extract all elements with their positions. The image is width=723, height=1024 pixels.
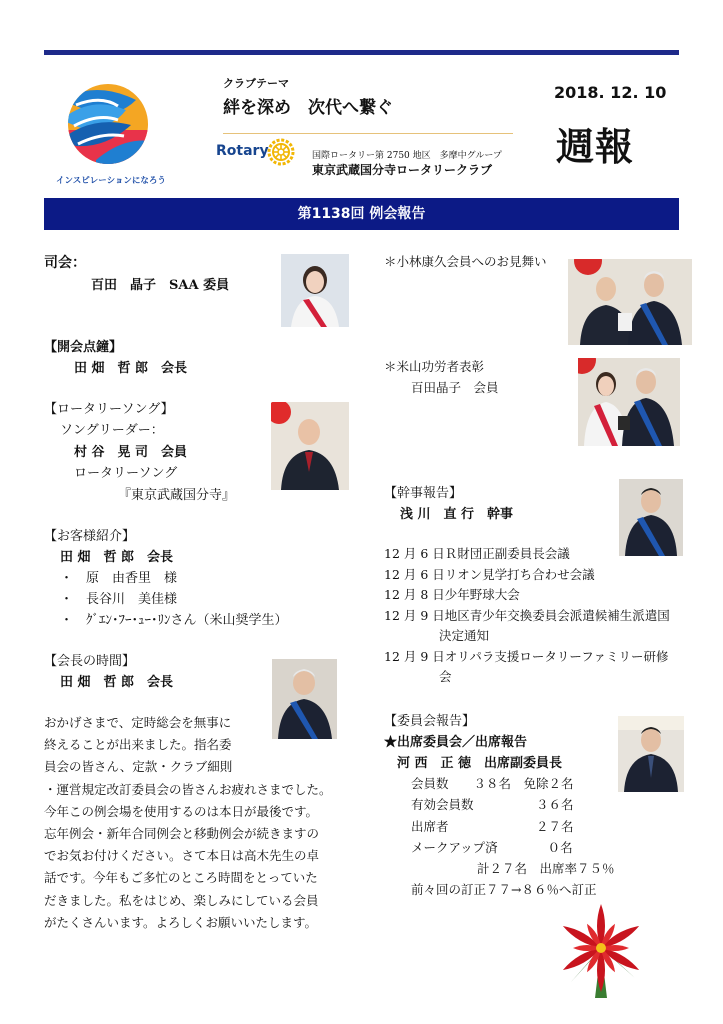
secretary-name: 浅 川 直 行 幹事 — [400, 507, 514, 522]
mc-photo — [281, 254, 349, 327]
banner-text: 第1138回 例会報告 — [297, 206, 426, 222]
award-note: ＊米山功労者表彰 — [384, 359, 485, 374]
speech-line: だきました。私をはじめ、楽しみにしている会員 — [44, 892, 319, 908]
song-leader-name: 村 谷 晃 司 会員 — [74, 445, 188, 460]
speech-line: でお気お付けください。さて本日は高木先生の卓 — [44, 848, 320, 864]
district-line: 国際ロータリー第 2750 地区 多摩中グループ — [312, 151, 502, 161]
speech-line: 忘年例会・新年合同例会と移動例会が続きますの — [44, 826, 320, 842]
meeting-banner — [44, 198, 679, 230]
rotary-wheel-icon — [267, 138, 295, 170]
theme-text: 絆を深め 次代へ繋ぐ — [223, 98, 393, 118]
issue-date: 2018. 12. 10 — [554, 83, 667, 102]
top-rule — [44, 50, 679, 55]
speech-line: ・運営規定改訂委員会の皆さんお疲れさまでした。 — [44, 781, 332, 797]
president-heading: 【会長の時間】 — [44, 654, 136, 669]
speech-line: 今年この例会場を使用するのは本日が最後です。 — [44, 803, 319, 819]
visit-note: ＊小林康久会員へのお見舞い — [384, 254, 547, 269]
wave-logo-icon — [56, 80, 164, 168]
president-name: 田 畑 哲 郎 会長 — [60, 675, 174, 690]
secretary-item: 12 月 8 日少年野球大会 — [384, 587, 520, 602]
speech-line: おかげさまで、定時総会を無事に — [44, 715, 232, 730]
guest-item: ・ ｸﾞｴﾝ･ﾌｰ･ｭｰ･ﾘﾝさん（米山奨学生） — [60, 613, 288, 628]
song-leader-photo — [271, 402, 349, 490]
stat-line: メークアップ済 ０名 — [411, 839, 573, 855]
guests-heading: 【お客様紹介】 — [44, 529, 136, 544]
song-title: 『東京武蔵国分寺』 — [118, 488, 236, 503]
stat-line: 有効会員数 ３６名 — [411, 797, 574, 813]
secretary-heading: 【幹事報告】 — [384, 486, 463, 501]
stat-line: 出席者 ２７名 — [411, 818, 574, 834]
theme-rule — [223, 133, 513, 134]
mc-label: 司会： — [44, 255, 86, 271]
speech-line: 終えることが出来ました。指名委 — [44, 737, 232, 753]
secretary-item: 12 月 9 日オリパラ支援ロータリーファミリー研修 — [384, 648, 669, 664]
theme-label: クラブテーマ — [223, 77, 289, 90]
committee-heading: 【委員会報告】 — [384, 714, 476, 729]
award-photo — [578, 358, 680, 446]
mc-name: 百田 晶子 SAA 委員 — [91, 278, 230, 293]
speech-line: がたくさんいます。よろしくお願いいたします。 — [44, 914, 318, 930]
page-title: 週報 — [556, 125, 635, 169]
speech-line: 員会の皆さん、定款・クラブ細則 — [44, 759, 233, 775]
award-name: 百田晶子 会員 — [411, 380, 499, 395]
attendance-stats — [411, 773, 615, 901]
committee-title: ★出席委員会／出席報告 — [384, 735, 528, 750]
logo-caption: インスピレーションになろう — [56, 176, 166, 186]
secretary-item: 12 月 6 日Ｒ財団正副委員長会議 — [384, 546, 570, 561]
secretary-item: 会 — [439, 669, 452, 684]
secretary-item: 12 月 9 日地区青少年交換委員会派遣候補生派遣国 — [384, 607, 670, 623]
visit-photo — [568, 259, 692, 345]
song-leader-label: ソングリーダー： — [60, 423, 164, 438]
secretary-list — [384, 544, 670, 688]
secretary-item: 12 月 6 日リオン見学打ち合わせ会議 — [384, 566, 595, 582]
guest-item: ・ 長谷川 美佳様 — [60, 592, 178, 607]
stat-line: 会員数 ３８名 免除２名 — [411, 776, 574, 791]
committee-name: 河 西 正 徳 出席副委員長 — [397, 756, 563, 771]
song-heading: 【ロータリーソング】 — [44, 402, 174, 417]
opening-heading: 【開会点鐘】 — [44, 340, 123, 355]
club-name: 東京武蔵国分寺ロータリークラブ — [312, 163, 493, 177]
stat-line: 前々回の訂正７７→８６％へ訂正 — [411, 882, 597, 898]
club-logo — [56, 80, 166, 186]
speech-line: 話です。今年もご多忙のところ時間をとっていた — [44, 870, 318, 886]
president-speech — [44, 712, 332, 934]
stat-line: 計２７名 出席率７５％ — [477, 861, 615, 877]
committee-photo — [618, 716, 684, 792]
song-label: ロータリーソング — [74, 466, 178, 481]
rotary-wordmark: Rotary — [216, 143, 269, 159]
poinsettia-icon — [553, 900, 649, 1004]
guest-item: ・ 原 由香里 様 — [60, 571, 178, 586]
secretary-item: 決定通知 — [439, 628, 490, 643]
guests-introducer: 田 畑 哲 郎 会長 — [60, 550, 174, 565]
opening-name: 田 畑 哲 郎 会長 — [74, 361, 188, 376]
